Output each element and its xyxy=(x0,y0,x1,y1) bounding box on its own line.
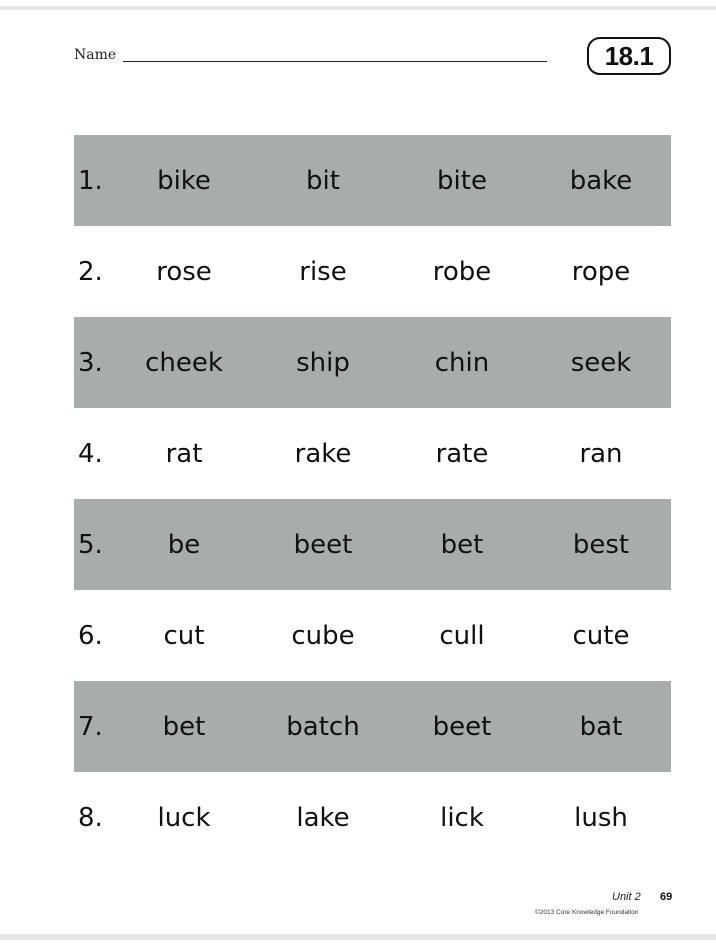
word-cell: rat xyxy=(165,438,203,469)
word-cell: chin xyxy=(434,347,490,378)
word-cell: ran xyxy=(579,438,623,469)
worksheet-number-badge: 18.1 xyxy=(587,37,671,75)
word-cell: seek xyxy=(570,347,632,378)
page-edge-top xyxy=(0,6,716,10)
name-line xyxy=(123,61,547,62)
word-cell: cut xyxy=(163,620,205,651)
table-row xyxy=(74,772,671,863)
footer-copyright: ©2013 Core Knowledge Foundation xyxy=(535,909,639,916)
row-number: 7. xyxy=(78,711,103,742)
word-cell: bat xyxy=(579,711,623,742)
name-label: Name xyxy=(74,47,117,63)
table-row xyxy=(74,499,671,590)
table-row xyxy=(74,408,671,499)
word-cell: rope xyxy=(571,256,631,287)
word-cell: batch xyxy=(286,711,360,742)
word-cell: bet xyxy=(440,529,484,560)
table-row xyxy=(74,135,671,226)
word-cell: beet xyxy=(432,711,492,742)
word-cell: cull xyxy=(439,620,485,651)
word-cell: bit xyxy=(306,165,340,196)
word-cell: rate xyxy=(435,438,489,469)
row-number: 8. xyxy=(78,802,103,833)
row-number: 6. xyxy=(78,620,103,651)
table-row xyxy=(74,317,671,408)
row-number: 2. xyxy=(78,256,103,287)
table-row xyxy=(74,590,671,681)
word-cell: best xyxy=(572,529,630,560)
table-row xyxy=(74,226,671,317)
row-number: 3. xyxy=(78,347,103,378)
word-cell: ship xyxy=(296,347,350,378)
word-cell: bite xyxy=(437,165,487,196)
row-number: 1. xyxy=(78,165,103,196)
word-table xyxy=(74,135,671,863)
word-cell: lake xyxy=(296,802,350,833)
footer-unit: Unit 2 xyxy=(612,891,641,903)
word-cell: robe xyxy=(432,256,492,287)
word-cell: luck xyxy=(157,802,211,833)
table-row xyxy=(74,681,671,772)
page-edge-bottom xyxy=(0,934,716,940)
word-cell: cheek xyxy=(145,347,223,378)
word-cell: lick xyxy=(440,802,484,833)
word-cell: rise xyxy=(299,256,347,287)
word-cell: bike xyxy=(157,165,211,196)
word-cell: bet xyxy=(162,711,206,742)
word-cell: be xyxy=(167,529,201,560)
row-number: 4. xyxy=(78,438,103,469)
word-cell: cute xyxy=(572,620,630,651)
row-number: 5. xyxy=(78,529,103,560)
footer-page-number: 69 xyxy=(660,891,673,903)
word-cell: cube xyxy=(291,620,355,651)
word-cell: beet xyxy=(293,529,353,560)
word-cell: rose xyxy=(156,256,212,287)
word-cell: lush xyxy=(574,802,628,833)
word-cell: bake xyxy=(569,165,633,196)
word-cell: rake xyxy=(294,438,352,469)
